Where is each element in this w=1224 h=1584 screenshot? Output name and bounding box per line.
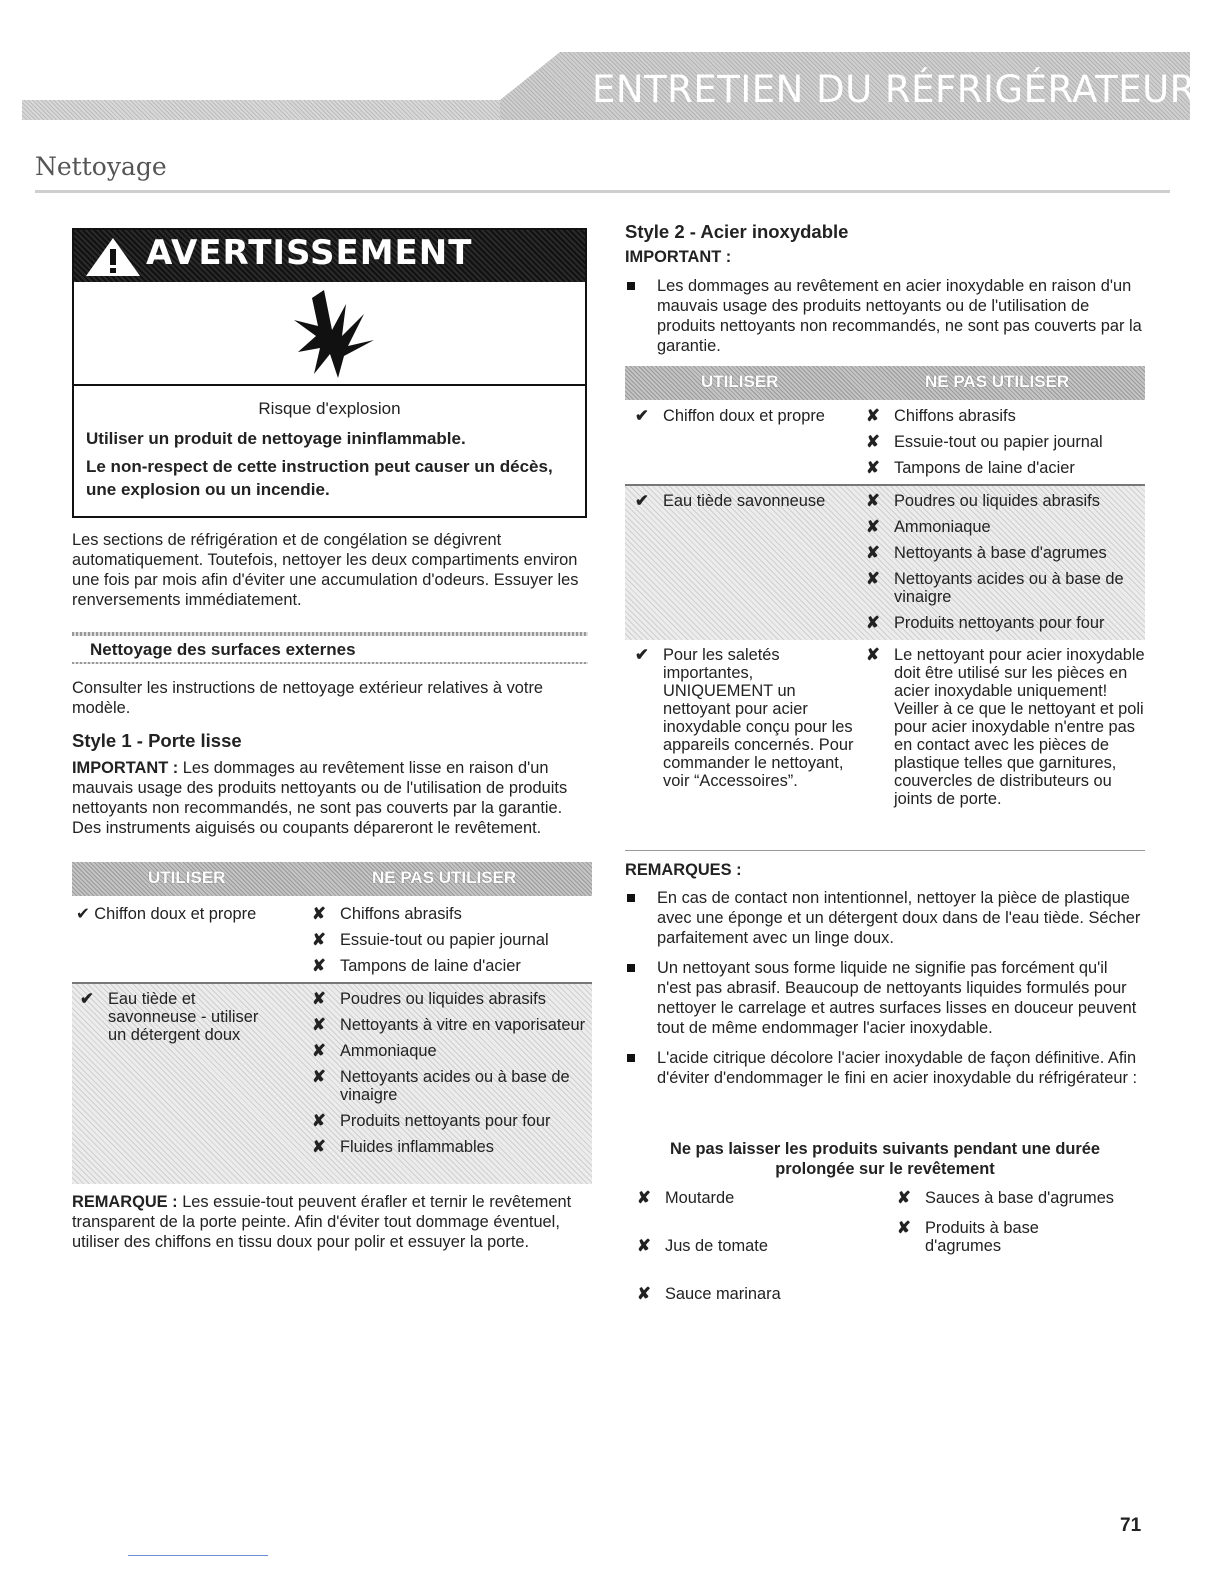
cross-icon: ✘ (866, 518, 880, 536)
list-item (866, 433, 1146, 451)
list-item: En cas de contact non intentionnel, nettoyer la pièce de plastique avec une éponge et un détergent doux dans de l'eau tiède. Sécher parfaitement avec un linge doux. (625, 888, 1145, 948)
check-icon: ✔ (635, 407, 649, 425)
cross-icon: ✘ (866, 433, 880, 451)
intro-paragraph: Les sections de réfrigération et de congélation se dégivrent automatiquement. Toutefois, nettoyer les deux compartiments environ une fois par mois afin d'éviter une accumulation d'odeurs. Essuyer les renversements immédiatement. (72, 531, 579, 609)
list-item (312, 990, 592, 1008)
list-item-text: Le nettoyant pour acier inoxydable doit être utilisé sur les pièces en acier inoxydable uniquement! Veiller à ce que le nettoyant et poli pour acier inoxydable n'entre pas en contact avec les pièces de plastique telles que garnitures, couvercles de distributeurs ou joints de porte. (894, 646, 1145, 808)
style1-note (72, 1192, 592, 1252)
list-item-text: Essuie-tout ou papier journal (894, 433, 1103, 451)
cross-icon: ✘ (637, 1189, 651, 1207)
style1-important-text: Les dommages au revêtement lisse en raison d'un mauvais usage des produits nettoyants ou de l'utilisation de produits nettoyants non recommandés, ne sont pas couverts par la garantie. Des instruments aiguisés ou coupants dépareront le revêtement. (72, 759, 568, 837)
cross-icon: ✘ (897, 1219, 911, 1237)
list-item (312, 1068, 592, 1104)
style1-important-label: IMPORTANT : (72, 759, 179, 777)
style1-row1-use (76, 905, 291, 923)
check-icon: ✔ (635, 646, 649, 664)
style1-col-dont: NE PAS UTILISER (372, 868, 517, 887)
list-item-text: Tampons de laine d'acier (340, 957, 521, 975)
style1-row1-dont (312, 905, 592, 983)
cross-icon: ✘ (312, 905, 326, 923)
list-item (635, 407, 855, 425)
list-item-text: Poudres ou liquides abrasifs (894, 492, 1100, 510)
explosion-icon (74, 282, 585, 382)
subhead-bar-top (72, 632, 588, 636)
cross-icon: ✘ (637, 1237, 651, 1255)
style2-row1-use (635, 407, 855, 433)
list-item (312, 931, 592, 949)
list-item-text: Produits nettoyants pour four (894, 614, 1105, 632)
style2-row1-dont (866, 407, 1146, 485)
warning-line-1: Utiliser un produit de nettoyage ininflammable. (86, 429, 466, 448)
list-item (312, 957, 592, 975)
cross-icon: ✘ (866, 459, 880, 477)
avoid-list-right (897, 1189, 1117, 1263)
cross-icon: ✘ (312, 1016, 326, 1034)
list-item-text: Poudres ou liquides abrasifs (340, 990, 546, 1008)
warning-title: AVERTISSEMENT (146, 233, 473, 273)
avoid-list-left (637, 1189, 877, 1311)
warning-triangle-icon (84, 236, 142, 278)
list-item (866, 544, 1146, 562)
list-item (637, 1285, 877, 1303)
cross-icon: ✘ (866, 646, 880, 664)
check-icon: ✔ (80, 990, 94, 1008)
list-item-text: Ammoniaque (894, 518, 991, 536)
style2-row2-dont (866, 492, 1146, 640)
list-item-text: Nettoyants à base d'agrumes (894, 544, 1107, 562)
list-item-text: Nettoyants à vitre en vaporisateur (340, 1016, 586, 1034)
style2-row3-use (635, 646, 855, 798)
list-item-text: Nettoyants acides ou à base de vinaigre (894, 570, 1124, 606)
list-item-text: Chiffon doux et propre (663, 407, 825, 425)
list-item (866, 518, 1146, 536)
remarques-list (625, 888, 1145, 1098)
list-item (312, 1138, 592, 1156)
list-item-text: Produits à base d'agrumes (925, 1219, 1039, 1255)
style2-important-label: IMPORTANT : (625, 248, 732, 266)
list-item (897, 1189, 1117, 1207)
cross-icon: ✘ (312, 990, 326, 1008)
list-item (635, 492, 855, 510)
cross-icon: ✘ (866, 570, 880, 588)
cross-icon: ✘ (866, 407, 880, 425)
list-item-text: Tampons de laine d'acier (894, 459, 1075, 477)
style2-row3-dont (866, 646, 1146, 816)
avoid-heading: Ne pas laisser les produits suivants pendant une durée prolongée sur le revêtement (670, 1140, 1100, 1178)
cross-icon: ✘ (312, 931, 326, 949)
style1-table-header (72, 862, 592, 896)
list-item-text: Nettoyants acides ou à base de vinaigre (340, 1068, 570, 1104)
list-item (897, 1219, 1117, 1255)
list-item (866, 407, 1146, 425)
list-item (866, 646, 1146, 808)
list-item-text: Chiffons abrasifs (894, 407, 1016, 425)
list-item (635, 646, 855, 790)
list-item (312, 1016, 592, 1034)
list-item (637, 1237, 877, 1255)
subhead-bar-bottom (72, 662, 588, 664)
warning-lines (86, 427, 576, 506)
external-heading: Nettoyage des surfaces externes (90, 640, 356, 659)
list-item-text: Eau tiède savonneuse (663, 492, 826, 510)
banner-title: ENTRETIEN DU RÉFRIGÉRATEUR (592, 68, 1196, 111)
list-item (866, 492, 1146, 510)
list-item-text: Chiffons abrasifs (340, 905, 462, 923)
list-item-text: Fluides inflammables (340, 1138, 494, 1156)
list-item (866, 614, 1146, 632)
style2-col-use: UTILISER (701, 372, 779, 391)
list-item-text: Produits nettoyants pour four (340, 1112, 551, 1130)
style1-note-label: REMARQUE : (72, 1193, 178, 1211)
style2-table-header (625, 366, 1145, 400)
style1-note-text: Les essuie-tout peuvent érafler et ternir le revêtement transparent de la porte peinte. Afin d'éviter tout dommage éventuel, utiliser des chiffons en tissu doux pour polir et essuyer la porte. (72, 1193, 572, 1251)
table-bottom-rule (625, 850, 1145, 851)
check-icon: ✔ (635, 492, 649, 510)
list-item: L'acide citrique décolore l'acier inoxydable de façon définitive. Afin d'éviter d'endommager le fini en acier inoxydable du réfrigérateur : (625, 1048, 1145, 1088)
style1-heading: Style 1 - Porte lisse (72, 730, 242, 751)
warning-box (72, 228, 587, 518)
list-item (637, 1189, 877, 1207)
remarques-label: REMARQUES : (625, 861, 742, 879)
check-icon: ✔ (76, 905, 90, 923)
cross-icon: ✘ (312, 1138, 326, 1156)
warning-line-2: Le non-respect de cette instruction peut causer un décès, une explosion ou un incendie. (86, 457, 553, 499)
list-item-text: Jus de tomate (665, 1237, 768, 1255)
list-item-text: Essuie-tout ou papier journal (340, 931, 549, 949)
cross-icon: ✘ (637, 1285, 651, 1303)
page-number: 71 (1120, 1515, 1142, 1536)
style2-row2-use (635, 492, 855, 518)
style2-col-dont: NE PAS UTILISER (925, 372, 1070, 391)
style1-row1-use-text: Chiffon doux et propre (94, 905, 257, 923)
list-item (312, 1112, 592, 1130)
list-item (866, 459, 1146, 477)
list-item-text: Sauce marinara (665, 1285, 781, 1303)
warning-header (74, 230, 585, 282)
warning-pictogram (74, 282, 585, 386)
list-item (866, 570, 1146, 606)
list-item (80, 990, 280, 1044)
cross-icon: ✘ (312, 1068, 326, 1086)
warning-hazard: Risque d'explosion (258, 399, 401, 418)
list-item: Les dommages au revêtement en acier inoxydable en raison d'un mauvais usage des produits nettoyants ou de l'utilisation de produits nettoyants non recommandés, ne sont pas couverts par la garantie. (625, 276, 1145, 356)
warning-text (74, 386, 585, 420)
style2-heading: Style 2 - Acier inoxydable (625, 221, 849, 242)
section-title: Nettoyage (35, 152, 167, 181)
list-item-text: Moutarde (665, 1189, 735, 1207)
cross-icon: ✘ (866, 544, 880, 562)
cross-icon: ✘ (312, 1112, 326, 1130)
style1-important (72, 758, 592, 838)
style1-row2-dont (312, 990, 592, 1164)
list-item-text: Sauces à base d'agrumes (925, 1189, 1115, 1207)
list-item (312, 905, 592, 923)
cross-icon: ✘ (312, 1042, 326, 1060)
list-item: Un nettoyant sous forme liquide ne signifie pas forcément qu'il n'est pas abrasif. Beaucoup de nettoyants liquides formulés pour nettoyer le carrelage et autres surfaces lisses en douceur peuvent tout de même endommager l'acier inoxydable. (625, 958, 1145, 1038)
footer-line (128, 1555, 268, 1556)
list-item (312, 1042, 592, 1060)
list-item-text: Ammoniaque (340, 1042, 437, 1060)
style2-important (625, 276, 1145, 366)
style1-col-use: UTILISER (148, 868, 226, 887)
cross-icon: ✘ (312, 957, 326, 975)
section-rule (35, 190, 1170, 193)
style1-row2-use (80, 990, 280, 1052)
cross-icon: ✘ (866, 492, 880, 510)
list-item-text: Eau tiède et savonneuse - utiliser un détergent doux (108, 990, 259, 1044)
external-text: Consulter les instructions de nettoyage extérieur relatives à votre modèle. (72, 679, 544, 717)
cross-icon: ✘ (897, 1189, 911, 1207)
cross-icon: ✘ (866, 614, 880, 632)
list-item-text: Pour les saletés importantes, UNIQUEMENT un nettoyant pour acier inoxydable conçu pour les appareils concernés. Pour commander le nettoyant, voir “Accessoires”. (663, 646, 854, 790)
